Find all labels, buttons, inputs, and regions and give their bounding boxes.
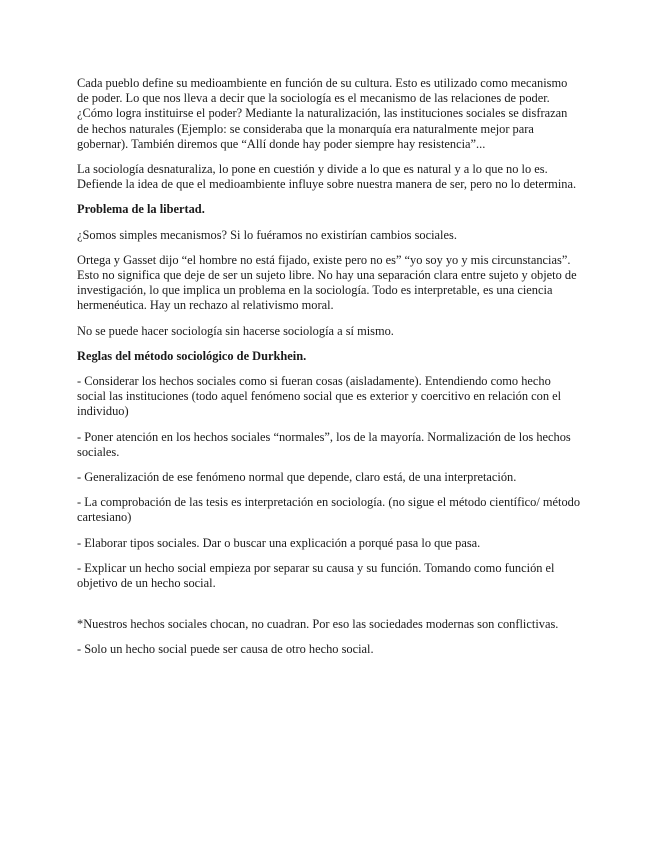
list-item-considerar: - Considerar los hechos sociales como si fueran cosas (aisladamente). Entendiendo como hecho social las instituciones (todo aquel fenómeno social que es exterior y coercitivo en relación con el individuo)	[77, 374, 562, 419]
list-item-poner-atencion: - Poner atención en los hechos sociales “normales”, los de la mayoría. Normalización de los hechos sociales.	[77, 429, 571, 459]
paragraph-ortega-gasset: Ortega y Gasset dijo “el hombre no está fijado, existe pero no es” “yo soy yo y mis circunstancias”. Esto no significa que deje de ser un sujeto libre. No hay una separación clara entre sujeto y objeto de investigación, lo que implica un problema en la sociología. Todo es interpretable, es una ciencia hermenéutica. Hay un rechazo al relativismo moral.	[77, 252, 577, 313]
list-item-elaborar-tipos: - Elaborar tipos sociales. Dar o buscar una explicación a porqué pasa lo que pasa.	[77, 535, 481, 550]
paragraph-cultura-poder: Cada pueblo define su medioambiente en función de su cultura. Esto es utilizado como mecanismo de poder. Lo que nos lleva a decir que la sociología es el mecanismo de las relaciones de poder. ¿Cómo logra instituirse el poder? Mediante la naturalización, las instituciones sociales se disfrazan de hechos naturales (Ejemplo: se consideraba que la monarquía era naturalmente mejor para gobernar). También diremos que “Allí donde hay poder siempre hay resistencia”...	[77, 76, 568, 151]
document-page	[77, 76, 582, 668]
paragraph-hacer-sociologia: No se puede hacer sociología sin hacerse sociología a sí mismo.	[77, 323, 394, 338]
heading-problema-libertad: Problema de la libertad.	[77, 202, 205, 217]
list-item-generalizacion: - Generalización de ese fenómeno normal que depende, claro está, de una interpretación.	[77, 470, 517, 485]
list-item-explicar: - Explicar un hecho social empieza por separar su causa y su función. Tomando como función el objetivo de un hecho social.	[77, 560, 555, 591]
heading-reglas-durkhein: Reglas del método sociológico de Durkhein.	[77, 348, 307, 363]
paragraph-mecanismos: ¿Somos simples mecanismos? Si lo fuéramos no existirían cambios sociales.	[77, 227, 457, 242]
list-item-causa-hecho: - Solo un hecho social puede ser causa de otro hecho social.	[77, 642, 374, 657]
note-hechos-chocan: *Nuestros hechos sociales chocan, no cuadran. Por eso las sociedades modernas son conflictivas.	[77, 617, 559, 632]
paragraph-desnaturaliza: La sociología desnaturaliza, lo pone en cuestión y divide a lo que es natural y a lo que no lo es. Defiende la idea de que el medioambiente influye sobre nuestra manera de ser, pero no lo determina.	[77, 162, 577, 192]
list-item-comprobacion: - La comprobación de las tesis es interpretación en sociología. (no sigue el método científico/ método cartesiano)	[77, 495, 581, 525]
